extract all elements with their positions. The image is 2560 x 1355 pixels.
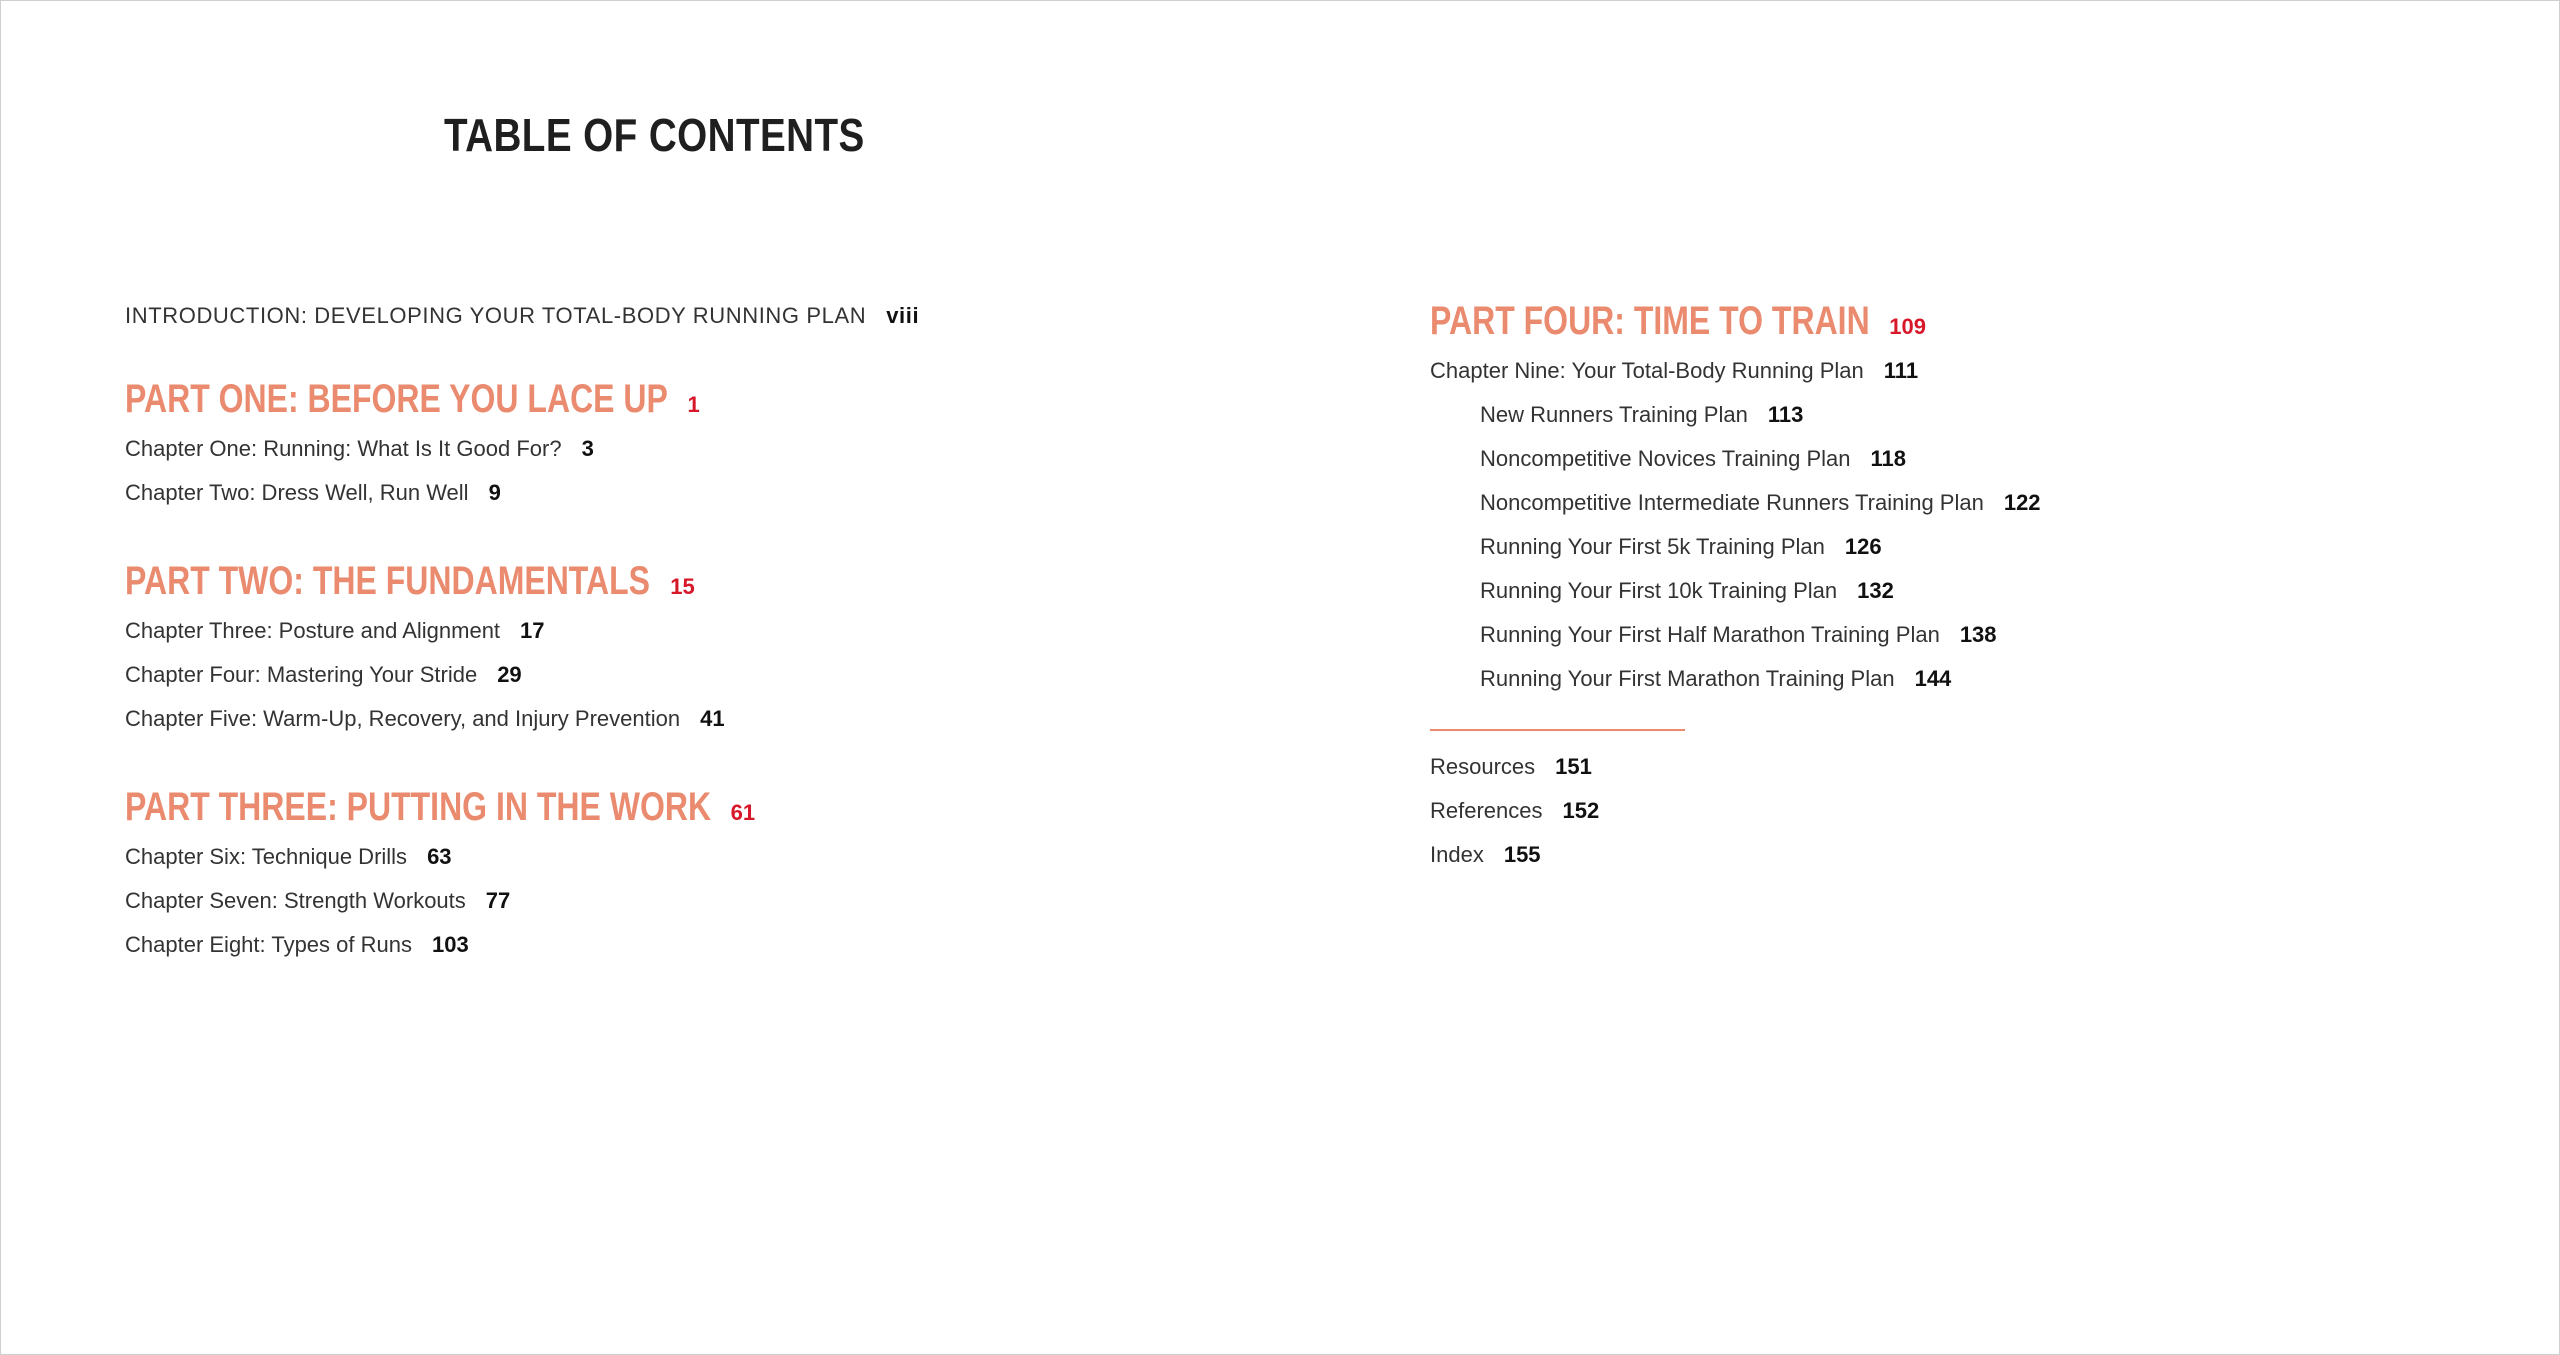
part-page: 1 <box>687 392 700 417</box>
plan-title: New Runners Training Plan <box>1480 402 1748 427</box>
part-title: PART THREE: PUTTING IN THE WORK <box>125 785 712 829</box>
training-plan-entry[interactable] <box>1430 657 2530 701</box>
section-divider <box>1430 729 1685 731</box>
chapter-page: 9 <box>488 480 501 505</box>
training-plan-entry[interactable] <box>1430 437 2530 481</box>
training-plan-entry[interactable] <box>1430 525 2530 569</box>
back-matter-page: 155 <box>1503 842 1541 867</box>
chapter-title: Chapter Five: Warm-Up, Recovery, and Injury Prevention <box>125 706 681 731</box>
plan-page: 132 <box>1857 578 1894 603</box>
part-page: 15 <box>670 574 695 599</box>
plan-page: 118 <box>1870 446 1907 471</box>
training-plan-entry[interactable] <box>1430 569 2530 613</box>
plan-page: 113 <box>1767 402 1804 427</box>
back-matter-title: Resources <box>1430 754 1536 779</box>
chapter-entry[interactable] <box>125 653 1225 697</box>
plan-page: 138 <box>1959 622 1997 647</box>
plan-title: Running Your First 10k Training Plan <box>1480 578 1838 603</box>
page-title: TABLE OF CONTENTS <box>444 109 865 161</box>
back-matter-title: References <box>1430 798 1543 823</box>
back-matter-entry[interactable] <box>1430 745 2530 789</box>
chapter-page: 111 <box>1883 358 1919 383</box>
chapter-entry[interactable] <box>125 697 1225 741</box>
plan-title: Running Your First 5k Training Plan <box>1480 534 1825 559</box>
chapter-page: 77 <box>485 888 511 913</box>
chapter-title: Chapter Six: Technique Drills <box>125 844 408 869</box>
chapter-entry[interactable] <box>125 835 1225 879</box>
back-matter-title: Index <box>1430 842 1484 867</box>
part-heading[interactable] <box>1430 299 2530 349</box>
plan-page: 126 <box>1844 534 1882 559</box>
plan-page: 122 <box>2003 490 2041 515</box>
chapter-title: Chapter Seven: Strength Workouts <box>125 888 466 913</box>
part-title: PART FOUR: TIME TO TRAIN <box>1430 299 1870 343</box>
chapter-entry[interactable] <box>125 471 1225 515</box>
plan-title: Running Your First Half Marathon Training Plan <box>1480 622 1940 647</box>
part-heading[interactable] <box>125 377 1225 427</box>
chapter-page: 103 <box>431 932 469 957</box>
chapter-entry[interactable] <box>125 879 1225 923</box>
chapter-page: 29 <box>497 662 522 687</box>
back-matter-page: 152 <box>1562 798 1600 823</box>
introduction-page: viii <box>886 303 920 328</box>
chapter-entry[interactable] <box>125 923 1225 967</box>
back-matter-entry[interactable] <box>1430 789 2530 833</box>
training-plan-entry[interactable] <box>1430 613 2530 657</box>
chapter-entry[interactable] <box>125 427 1225 471</box>
plan-title: Running Your First Marathon Training Plan <box>1480 666 1895 691</box>
chapter-title: Chapter One: Running: What Is It Good For? <box>125 436 562 461</box>
chapter-title: Chapter Three: Posture and Alignment <box>125 618 501 643</box>
training-plan-entry[interactable] <box>1430 481 2530 525</box>
part-page: 61 <box>730 800 756 825</box>
chapter-page: 41 <box>700 706 725 731</box>
chapter-page: 17 <box>520 618 545 643</box>
chapter-title: Chapter Eight: Types of Runs <box>125 932 412 957</box>
part-heading[interactable] <box>125 785 1225 835</box>
chapter-title: Chapter Nine: Your Total-Body Running Plan <box>1430 358 1864 383</box>
toc-right-column <box>1430 299 2530 877</box>
chapter-title: Chapter Two: Dress Well, Run Well <box>125 480 469 505</box>
chapter-title: Chapter Four: Mastering Your Stride <box>125 662 478 687</box>
chapter-page: 63 <box>427 844 452 869</box>
toc-introduction[interactable] <box>125 299 1225 333</box>
training-plan-entry[interactable] <box>1430 393 2530 437</box>
toc-left-column <box>125 299 1225 967</box>
plan-title: Noncompetitive Intermediate Runners Training Plan <box>1480 490 1984 515</box>
chapter-entry[interactable] <box>125 609 1225 653</box>
part-title: PART TWO: THE FUNDAMENTALS <box>125 559 650 603</box>
chapter-entry[interactable] <box>1430 349 2530 393</box>
chapter-page: 3 <box>581 436 594 461</box>
introduction-label: INTRODUCTION: DEVELOPING YOUR TOTAL-BODY RUNNING PLAN <box>125 303 867 328</box>
plan-title: Noncompetitive Novices Training Plan <box>1480 446 1851 471</box>
part-heading[interactable] <box>125 559 1225 609</box>
plan-page: 144 <box>1914 666 1952 691</box>
back-matter-page: 151 <box>1555 754 1592 779</box>
part-title: PART ONE: BEFORE YOU LACE UP <box>125 377 668 421</box>
back-matter-entry[interactable] <box>1430 833 2530 877</box>
part-page: 109 <box>1889 314 1926 339</box>
